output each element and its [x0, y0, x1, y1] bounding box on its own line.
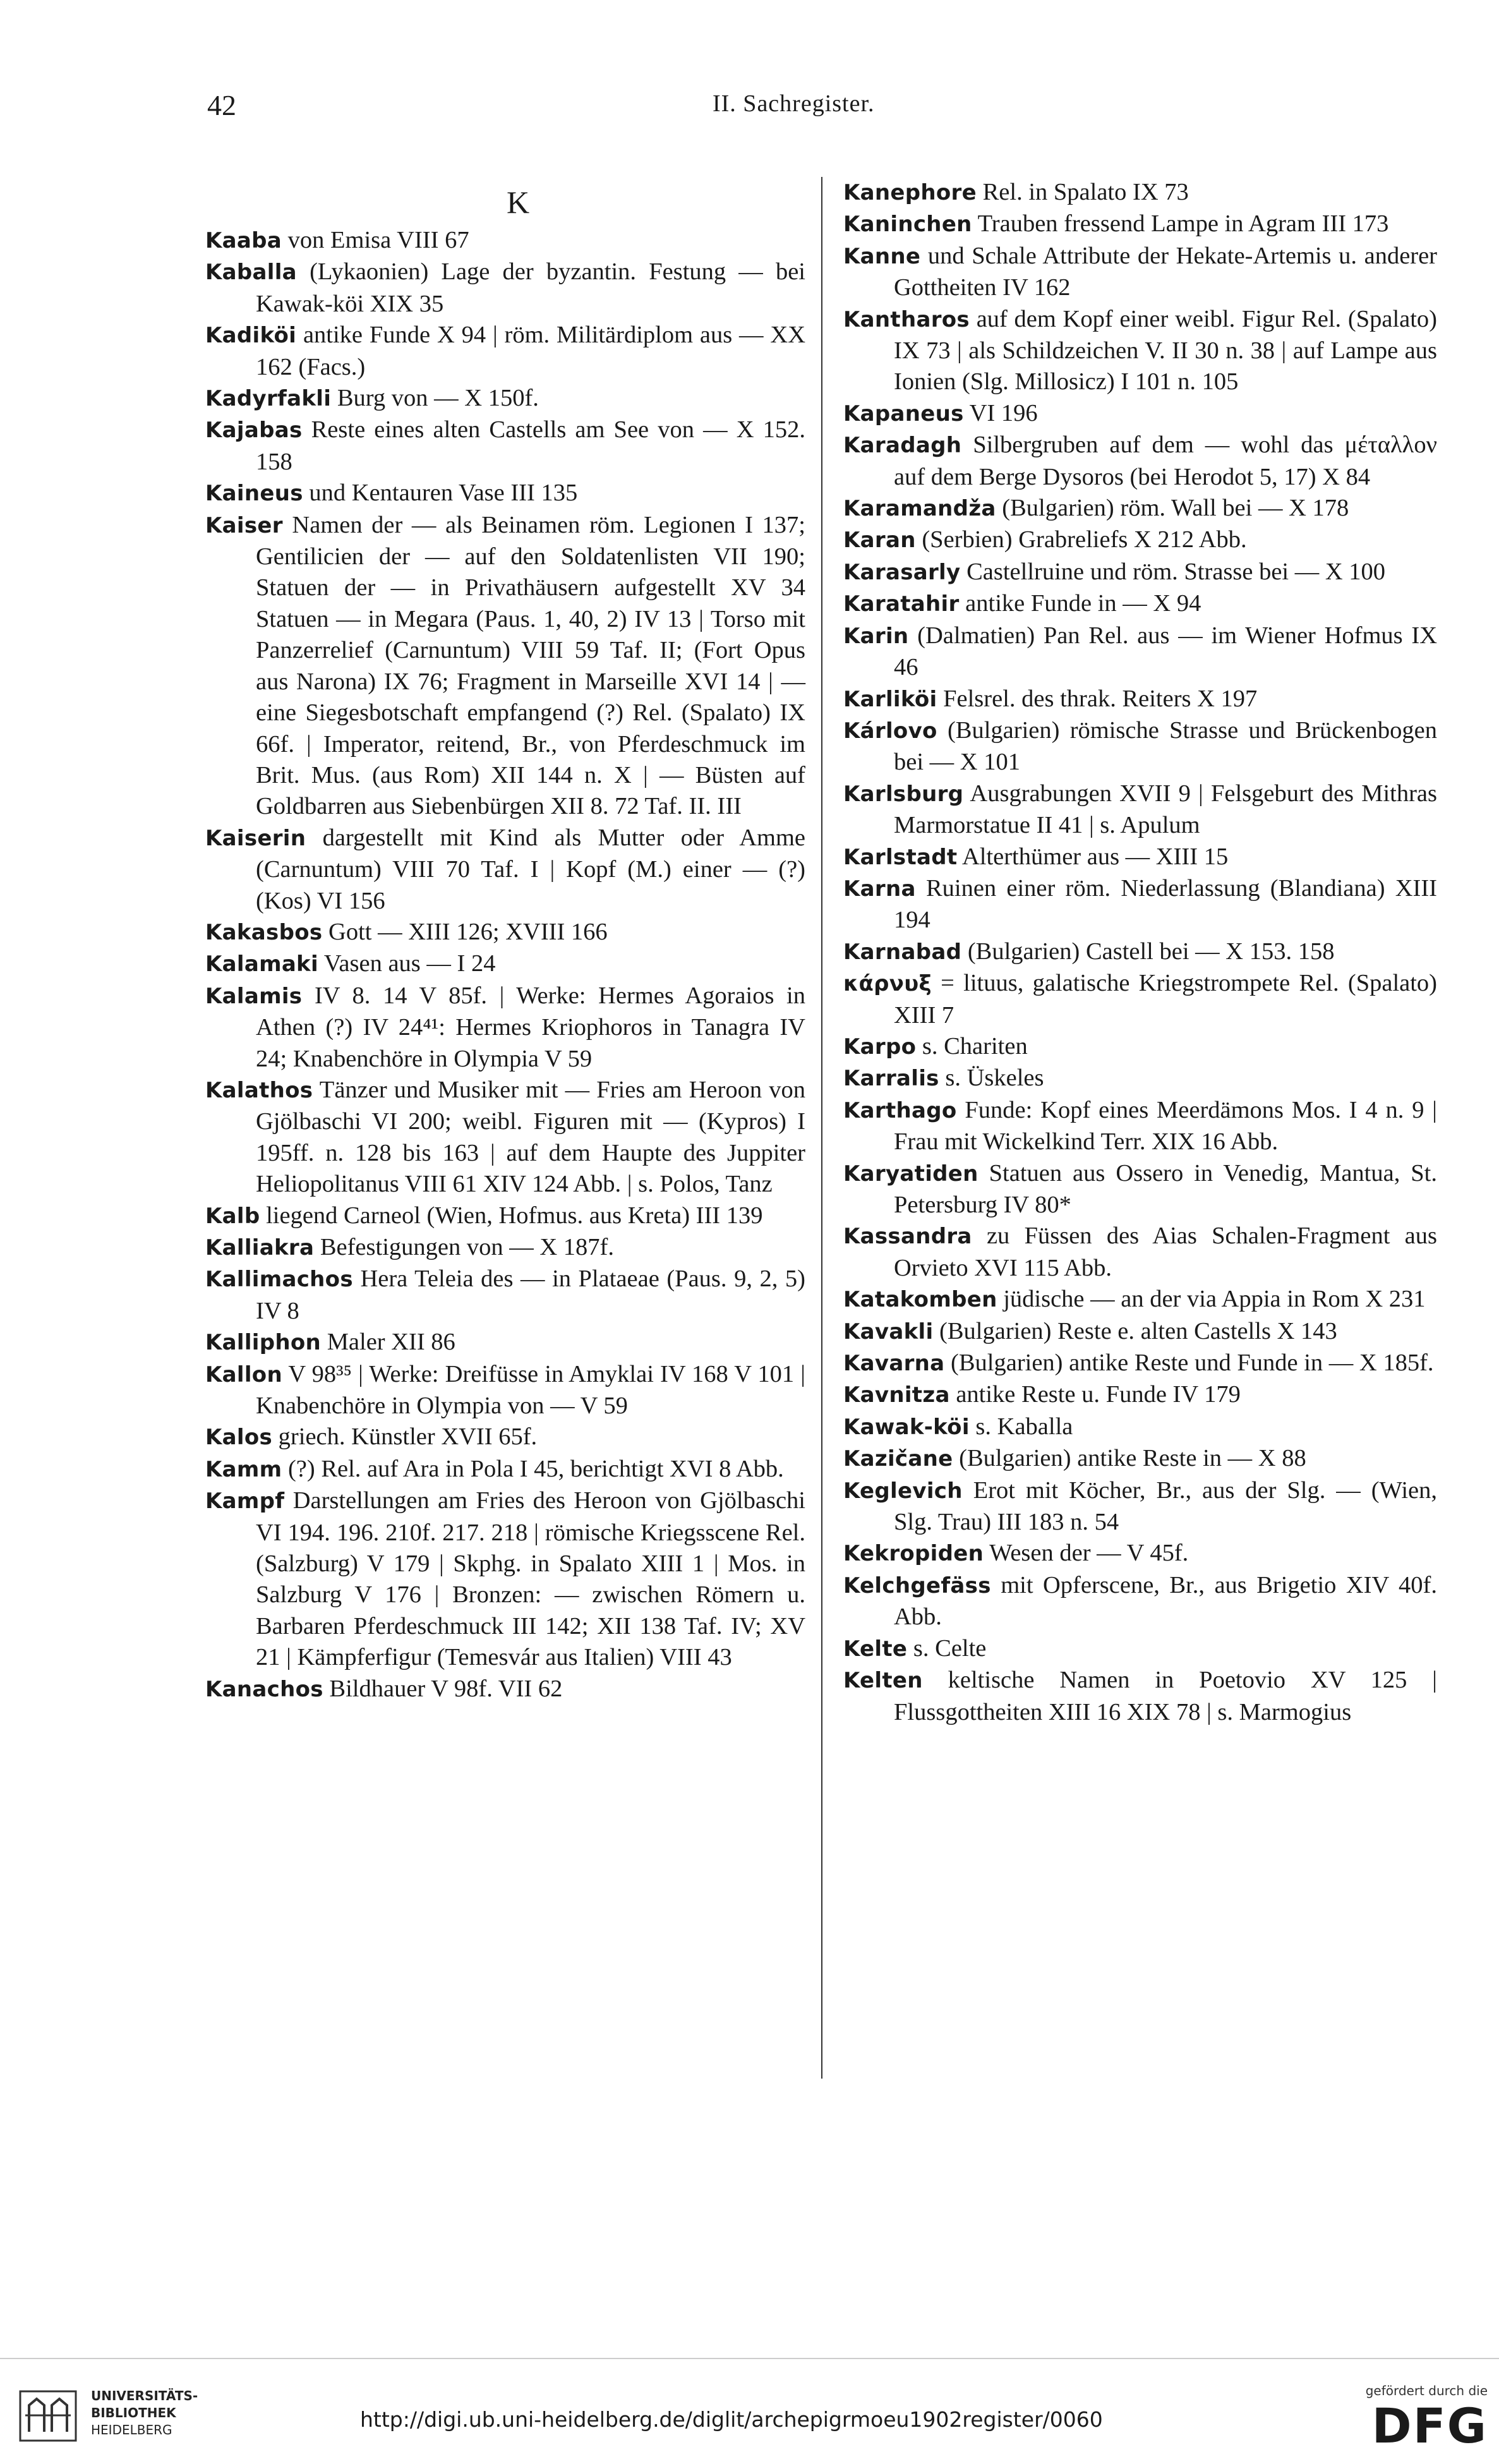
index-entry — [843, 177, 1437, 208]
entry-headword: Kalamis — [205, 983, 303, 1009]
entry-headword: Keglevich — [843, 1478, 963, 1504]
entry-references: s. Chariten — [922, 1032, 1028, 1060]
entry-list-left — [205, 225, 805, 1705]
entry-references: Burg von — X 150f. — [337, 385, 539, 412]
entry-headword: Kelchgefäss — [843, 1573, 991, 1598]
entry-references: Hera Teleia des — in Plataeae (Paus. 9, 2, 5) IV 8 — [256, 1265, 806, 1324]
entry-headword: Kaninchen — [843, 212, 972, 238]
entry-references: (Bulgarien) antike Reste und Funde in — X 185f. — [951, 1350, 1434, 1377]
entry-headword: Kaballa — [205, 260, 297, 286]
entry-references: (Bulgarien) röm. Wall bei — X 178 — [1002, 495, 1349, 522]
entry-headword: Karpo — [843, 1034, 917, 1060]
entry-headword: Karliköi — [843, 686, 937, 712]
entry-references: V 98³⁵ | Werke: Dreifüsse in Amyklai IV 168 V 101 | Knabenchöre in Olympia von — V 59 — [256, 1360, 805, 1420]
index-entry — [843, 1633, 1437, 1665]
entry-references: Rel. in Spalato IX 73 — [982, 179, 1189, 205]
entry-references: antike Funde X 94 | röm. Militärdiplom aus — XX 162 (Facs.) — [256, 322, 806, 380]
entry-headword: Kalathos — [205, 1077, 313, 1103]
entry-headword: Karan — [843, 528, 916, 553]
index-entry — [205, 383, 805, 414]
entry-headword: Kaiserin — [205, 825, 306, 851]
entry-headword: Karyatiden — [843, 1161, 978, 1187]
index-entry — [843, 430, 1437, 493]
index-entry — [205, 510, 805, 823]
section-letter: K — [506, 184, 530, 220]
index-entry — [843, 398, 1437, 430]
entry-references: keltische Namen in Poetovio XV 125 | Flussgottheiten XIII 16 XIX 78 | s. Marmogius — [894, 1667, 1437, 1725]
entry-references: Vasen aus — I 24 — [323, 950, 496, 977]
entry-references: Silbergruben auf dem — wohl das μέταλλον auf dem Berge Dysoros (bei Herodot 5, 17) X 84 — [894, 432, 1437, 490]
index-entry — [843, 1031, 1437, 1063]
entry-headword: Katakomben — [843, 1287, 997, 1313]
index-entry — [843, 1095, 1437, 1158]
index-entry — [843, 1221, 1437, 1284]
entry-references: Maler XII 86 — [327, 1329, 455, 1356]
entry-headword: Kalamaki — [205, 951, 318, 977]
entry-headword: Kaiser — [205, 512, 283, 538]
entry-references: Wesen der — V 45f. — [989, 1540, 1189, 1567]
library-name — [91, 2388, 198, 2439]
library-logo — [16, 2385, 231, 2461]
entry-references: Erot mit Köcher, Br., aus der Slg. — (Wien, Slg. Trau) III 183 n. 54 — [894, 1477, 1438, 1536]
index-entry — [843, 524, 1437, 556]
library-name-line: BIBLIOTHEK — [91, 2405, 176, 2420]
entry-references: von Emisa VIII 67 — [287, 227, 469, 253]
entry-headword: Kanephore — [843, 180, 977, 205]
entry-references: griech. Künstler XVII 65f. — [278, 1423, 538, 1451]
entry-headword: Kalos — [205, 1425, 273, 1451]
entry-headword: Kárlovo — [843, 718, 937, 744]
entry-headword: Kajabas — [205, 418, 303, 444]
entry-references: antike Funde in — X 94 — [965, 590, 1201, 617]
index-entry — [205, 257, 805, 320]
entry-headword: Kapaneus — [843, 401, 964, 426]
index-column-right — [843, 177, 1437, 1728]
entry-references: jüdische — an der via Appia in Rom X 231 — [1003, 1286, 1426, 1313]
footer-divider — [0, 2358, 1499, 2359]
index-entry — [843, 1570, 1437, 1633]
entry-references: Funde: Kopf eines Meerdämons Mos. I 4 n. 9 | Frau mit Wickelkind Terr. XIX 16 Abb. — [894, 1096, 1437, 1156]
index-entry — [843, 304, 1437, 398]
entry-headword: Kassandra — [843, 1224, 972, 1250]
index-entry — [843, 1379, 1437, 1411]
entry-references: (Lykaonien) Lage der byzantin. Festung — bei Kawak-köi XIX 35 — [256, 258, 806, 317]
entry-headword: Kavakli — [843, 1319, 934, 1344]
index-entry — [843, 968, 1437, 1031]
entry-references: antike Reste u. Funde IV 179 — [956, 1381, 1241, 1408]
index-entry — [843, 1348, 1437, 1379]
entry-references: Namen der — als Beinamen röm. Legionen I 137; Gentilicien der — auf den Soldatenlisten VII 190; Statuen der — in Privathäusern aufgestellt XV 34 Statuen — in Megara (Paus. 1, 40, 2) IV 13 | Torso mit Panzerrelief (Carnuntum) VIII 59 Taf. II; (Fort Opus aus Narona) IX 76; Fragment in Marseille XVI 14 | — eine Siegesbotschaft empfangend (?) Rel. (Spalato) IX 66f. | Imperator, reitend, Br., von Pferdeschmuck im Brit. Mus. (aus Rom) XII 144 n. X | — Büsten auf Goldbarren aus Siebenbürgen XII 8. 72 Taf. II. III — [256, 511, 805, 820]
entry-references: s. Üskeles — [945, 1065, 1044, 1092]
entry-references: Alterthümer aus — XIII 15 — [961, 843, 1229, 870]
index-entry — [205, 1485, 805, 1673]
index-column-left — [205, 177, 805, 1705]
entry-headword: Kalb — [205, 1203, 260, 1229]
entry-references: (?) Rel. auf Ara in Pola I 45, berichtigt XVI 8 Abb. — [287, 1455, 784, 1482]
funded-by-label: gefördert durch die — [1365, 2383, 1488, 2398]
entry-headword: Karlstadt — [843, 844, 958, 870]
index-entry — [843, 1443, 1437, 1475]
column-divider — [821, 177, 822, 2079]
entry-references: = lituus, galatische Kriegstrompete Rel. (Spalato) XIII 7 — [894, 970, 1438, 1029]
index-entry — [843, 241, 1437, 304]
entry-headword: Karlsburg — [843, 781, 964, 807]
index-entry — [205, 1327, 805, 1358]
index-entry — [843, 936, 1437, 968]
dfg-logo: DFG — [1371, 2398, 1488, 2454]
index-entry — [843, 557, 1437, 588]
entry-headword: Karin — [843, 623, 909, 649]
entry-headword: Karnabad — [843, 939, 962, 965]
entry-headword: Kadyrfakli — [205, 386, 332, 412]
entry-headword: Kadiköi — [205, 323, 297, 349]
index-entry — [843, 493, 1437, 524]
index-entry — [205, 1075, 805, 1200]
entry-headword: Karatahir — [843, 591, 960, 617]
entry-headword: Kakasbos — [205, 919, 323, 945]
running-head: II. Sachregister. — [713, 90, 875, 117]
entry-references: liegend Carneol (Wien, Hofmus. aus Kreta) III 139 — [266, 1202, 763, 1229]
index-entry — [843, 620, 1437, 684]
entry-references: Castellruine und röm. Strasse bei — X 100 — [966, 558, 1386, 585]
entry-headword: Kekropiden — [843, 1541, 984, 1567]
index-entry — [205, 1422, 805, 1453]
entry-headword: Kalliphon — [205, 1330, 322, 1356]
index-entry — [205, 1359, 805, 1422]
entry-references: IV 8. 14 V 85f. | Werke: Hermes Agoraios in Athen (?) IV 24⁴¹: Hermes Kriophoros in Tanagra IV 24; Knabenchöre in Olympia V 59 — [256, 982, 806, 1072]
entry-references: (Bulgarien) Castell bei — X 153. 158 — [967, 938, 1335, 965]
entry-headword: Kaaba — [205, 228, 282, 253]
entry-references: Darstellungen am Fries des Heroon von Gjölbaschi VI 194. 196. 210f. 217. 218 | römische Kriegsscene Rel. (Salzburg) V 179 | Skphg. in Spalato XIII 1 | Mos. in Salzburg V 176 | Bronzen: — zwischen Römern u. Barbaren Pferdeschmuck III 142; XII 138 Taf. IV; XV 21 | Kämpferfigur (Temesvár aus Italien) VIII 43 — [256, 1487, 805, 1671]
index-entry — [205, 1454, 805, 1485]
entry-headword: Kampf — [205, 1489, 285, 1514]
entry-headword: Karasarly — [843, 559, 961, 585]
index-entry — [843, 1665, 1437, 1728]
index-entry — [205, 823, 805, 917]
index-entry — [843, 1411, 1437, 1443]
index-entry — [205, 1674, 805, 1705]
entry-headword: Kallon — [205, 1362, 282, 1387]
source-url[interactable]: http://digi.ub.uni-heidelberg.de/diglit/archepigrmoeu1902register/0060 — [360, 2407, 1103, 2432]
entry-references: Statuen aus Ossero in Venedig, Mantua, St. Petersburg IV 80* — [894, 1159, 1438, 1218]
entry-references: (Bulgarien) Reste e. alten Castells X 143 — [939, 1317, 1337, 1344]
entry-references: auf dem Kopf einer weibl. Figur Rel. (Spalato) IX 73 | als Schildzeichen V. II 30 n. 38 | auf Lampe aus Ionien (Slg. Millosicz) I 101 n. 105 — [894, 305, 1438, 396]
index-entry — [205, 1264, 805, 1327]
entry-list-right — [843, 177, 1437, 1728]
entry-references: dargestellt mit Kind als Mutter oder Amme (Carnuntum) VIII 70 Taf. I | Kopf (M.) einer — (?) (Kos) VI 156 — [256, 824, 806, 914]
entry-references: Gott — XIII 126; XVIII 166 — [328, 918, 608, 945]
entry-headword: Kantharos — [843, 306, 970, 332]
index-entry — [843, 588, 1437, 620]
page-footer — [0, 2350, 1499, 2464]
funder-logo — [1330, 2383, 1488, 2454]
index-entry — [205, 981, 805, 1075]
index-entry — [843, 1475, 1437, 1538]
entry-headword: Karthago — [843, 1097, 957, 1123]
index-entry — [843, 842, 1437, 873]
entry-references: Tänzer und Musiker mit — Fries am Heroon von Gjölbaschi VI 200; weibl. Figuren mit — (Kypros) I 195ff. n. 128 bis 163 | auf dem Haupte des Juppiter Heliopolitanus VIII 61 XIV 124 Abb. | s. Polos, Tanz — [256, 1076, 805, 1198]
index-entry — [843, 1316, 1437, 1348]
entry-headword: Kanne — [843, 243, 921, 269]
index-entry — [843, 778, 1437, 842]
entry-references: und Kentauren Vase III 135 — [309, 480, 578, 507]
entry-references: Befestigungen von — X 187f. — [320, 1234, 614, 1260]
entry-references: (Dalmatien) Pan Rel. aus — im Wiener Hofmus IX 46 — [894, 622, 1437, 681]
entry-references: Ausgrabungen XVII 9 | Felsgeburt des Mithras Marmorstatue II 41 | s. Apulum — [894, 780, 1437, 839]
entry-references: Trauben fressend Lampe in Agram III 173 — [977, 210, 1389, 238]
index-entry — [843, 715, 1437, 778]
library-name-line: HEIDELBERG — [91, 2422, 172, 2437]
entry-references: s. Kaballa — [975, 1413, 1073, 1440]
entry-headword: Kavarna — [843, 1351, 945, 1377]
index-entry — [843, 1063, 1437, 1094]
index-entry — [205, 1232, 805, 1264]
entry-headword: Kanachos — [205, 1676, 323, 1702]
entry-references: (Serbien) Grabreliefs X 212 Abb. — [922, 526, 1247, 553]
entry-headword: Kamm — [205, 1456, 282, 1482]
index-entry — [843, 208, 1437, 240]
entry-headword: Kawak-köi — [843, 1414, 970, 1440]
entry-references: Felsrel. des thrak. Reiters X 197 — [943, 685, 1258, 712]
entry-headword: Karamandža — [843, 496, 996, 522]
entry-headword: Kelten — [843, 1668, 923, 1694]
index-entry — [205, 414, 805, 478]
entry-headword: Kazičane — [843, 1446, 953, 1472]
entry-headword: Karralis — [843, 1066, 939, 1092]
entry-references: Ruinen einer röm. Niederlassung (Blandiana) XIII 194 — [894, 874, 1438, 934]
entry-references: (Bulgarien) römische Strasse und Brückenbogen bei — X 101 — [894, 716, 1438, 776]
entry-references: s. Celte — [913, 1634, 987, 1662]
entry-references: Bildhauer V 98f. VII 62 — [329, 1675, 563, 1702]
entry-references: mit Opferscene, Br., aus Brigetio XIV 40f. Abb. — [894, 1571, 1437, 1631]
library-logo-icon — [16, 2388, 80, 2444]
index-entry — [205, 1200, 805, 1232]
index-entry — [205, 917, 805, 948]
page-header — [0, 88, 1499, 133]
entry-headword: Kaineus — [205, 481, 303, 507]
index-entry — [205, 948, 805, 980]
index-entry — [205, 225, 805, 257]
entry-references: und Schale Attribute der Hekate-Artemis u. anderer Gottheiten IV 162 — [894, 242, 1438, 301]
entry-headword: Karna — [843, 876, 916, 902]
index-entry — [843, 1538, 1437, 1569]
entry-headword: Kelte — [843, 1636, 908, 1662]
entry-headword: κάρνυξ — [843, 971, 932, 997]
entry-headword: Kavnitza — [843, 1382, 950, 1408]
entry-headword: Karadagh — [843, 433, 962, 459]
entry-references: zu Füssen des Aias Schalen-Fragment aus Orvieto XVI 115 Abb. — [894, 1223, 1437, 1281]
entry-references: VI 196 — [969, 399, 1038, 426]
entry-references: Reste eines alten Castells am See von — X 152. 158 — [256, 416, 806, 475]
index-entry — [205, 320, 805, 383]
page-number: 42 — [207, 89, 236, 121]
index-entry — [843, 1158, 1437, 1221]
index-entry — [843, 684, 1437, 715]
index-entry — [205, 478, 805, 509]
library-name-line: UNIVERSITÄTS- — [91, 2388, 198, 2403]
entry-references: (Bulgarien) antike Reste in — X 88 — [959, 1445, 1306, 1472]
entry-headword: Kalliakra — [205, 1235, 315, 1260]
index-entry — [843, 873, 1437, 936]
entry-headword: Kallimachos — [205, 1267, 353, 1293]
index-entry — [843, 1284, 1437, 1315]
